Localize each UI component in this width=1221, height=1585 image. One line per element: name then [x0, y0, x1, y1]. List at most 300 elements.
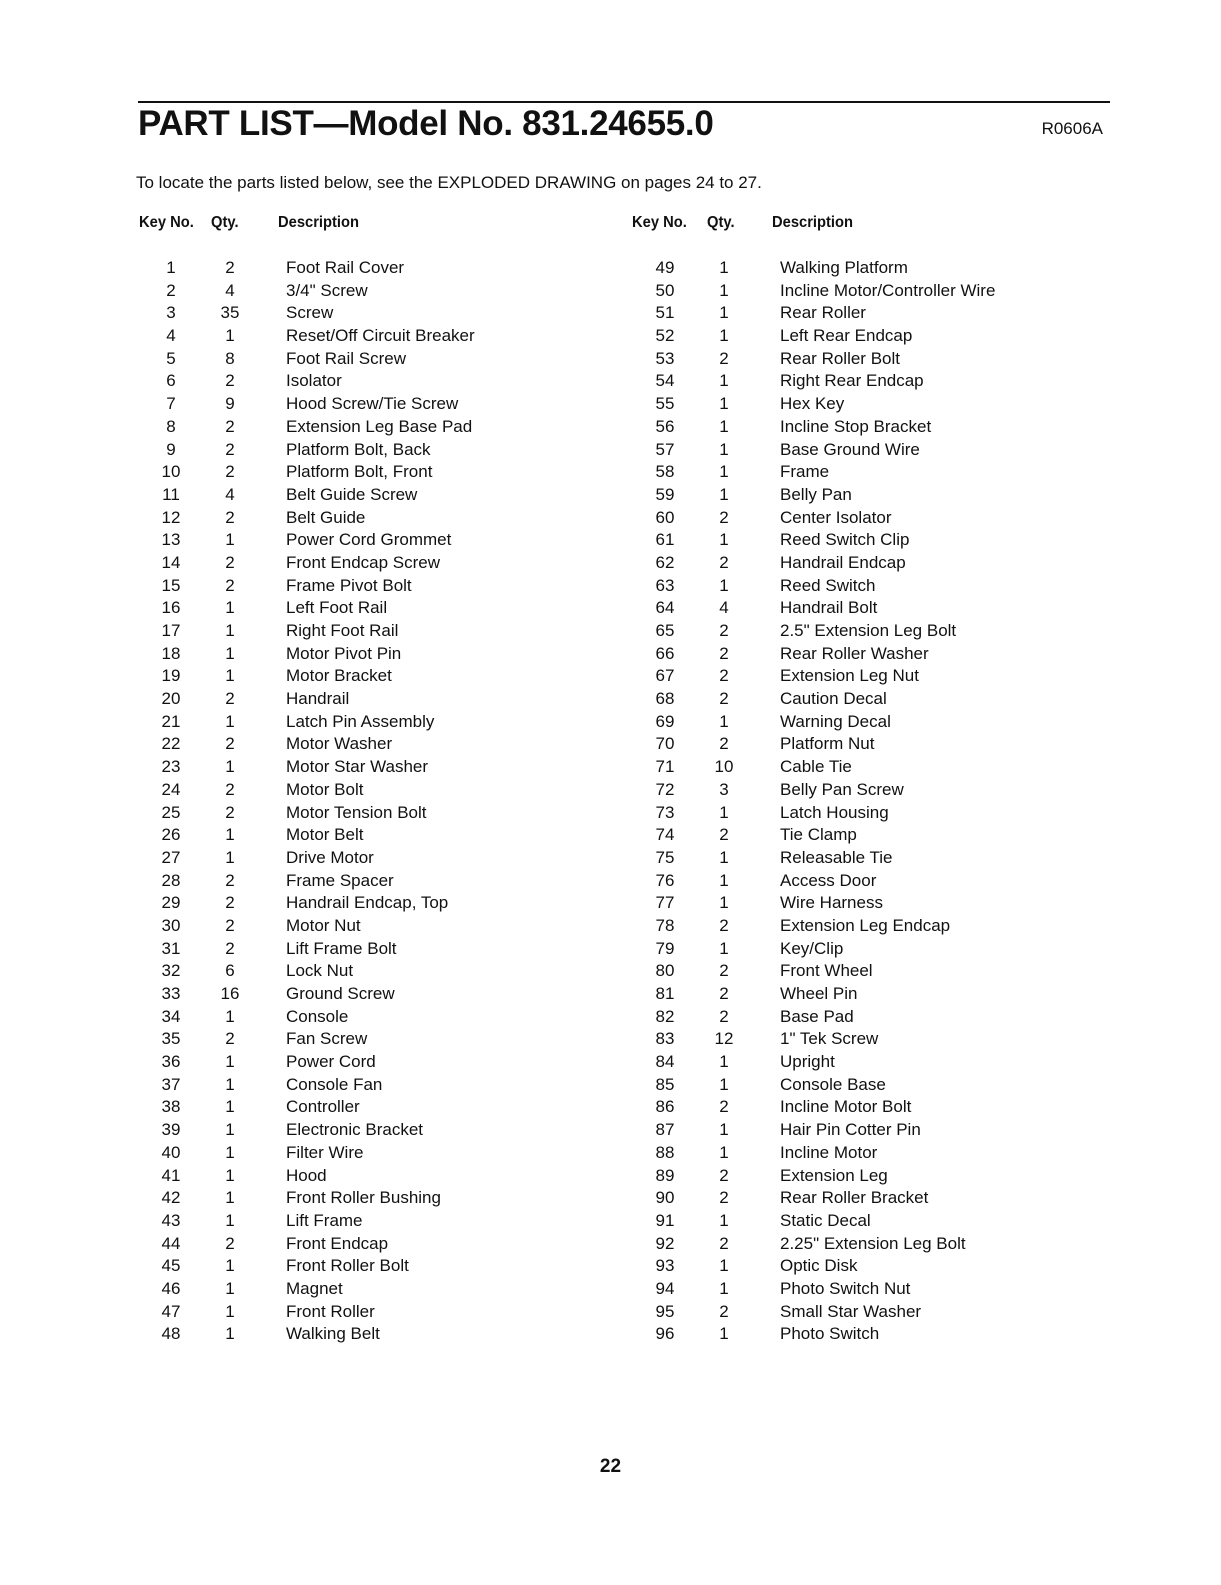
part-description: Console [286, 1006, 349, 1026]
part-description: Platform Bolt, Back [286, 439, 431, 459]
part-qty: 4 [225, 484, 235, 504]
part-row [146, 733, 626, 756]
part-row [146, 461, 626, 484]
part-qty: 1 [719, 1324, 729, 1344]
part-row [640, 1051, 1120, 1074]
part-qty: 1 [719, 938, 729, 958]
part-qty: 1 [225, 847, 235, 867]
part-row [146, 688, 626, 711]
part-qty: 2 [225, 462, 235, 482]
part-description: Wire Harness [780, 893, 883, 913]
part-row [640, 620, 1120, 643]
part-qty: 2 [225, 552, 235, 572]
part-key-no: 45 [161, 1256, 181, 1276]
part-row [146, 1119, 626, 1142]
part-key-no: 11 [162, 484, 180, 504]
part-qty: 2 [225, 1029, 235, 1049]
part-row [146, 1165, 626, 1188]
part-description: Incline Motor/Controller Wire [780, 280, 996, 300]
part-key-no: 13 [161, 530, 181, 550]
part-description: Left Foot Rail [286, 598, 388, 618]
part-key-no: 82 [655, 1006, 675, 1026]
part-key-no: 1 [166, 258, 176, 277]
part-row [146, 393, 626, 416]
part-qty: 2 [225, 734, 235, 754]
part-key-no: 77 [655, 893, 675, 913]
part-description: Foot Rail Screw [286, 348, 406, 368]
part-row [640, 1096, 1120, 1119]
part-key-no: 38 [161, 1097, 181, 1117]
key-no-header-right: Key No. [632, 214, 687, 231]
part-description: 2.25" Extension Leg Bolt [780, 1233, 966, 1253]
part-row [640, 1074, 1120, 1097]
part-description: Left Rear Endcap [780, 326, 913, 346]
part-qty: 2 [719, 1233, 729, 1253]
part-description: Frame Pivot Bolt [286, 575, 412, 595]
part-description: Hood [286, 1165, 327, 1185]
part-qty: 1 [225, 757, 235, 777]
part-row [640, 938, 1120, 961]
part-qty: 1 [225, 1210, 235, 1230]
part-row [146, 529, 626, 552]
part-row [640, 802, 1120, 825]
part-row [146, 575, 626, 598]
part-row [146, 915, 626, 938]
part-description: Access Door [780, 870, 877, 890]
part-description: Handrail Endcap, Top [286, 893, 449, 913]
part-description: Platform Bolt, Front [286, 462, 433, 482]
part-row [640, 1028, 1120, 1051]
part-qty: 2 [719, 621, 729, 640]
page-title: PART LIST—Model No. 831.24655.0 [138, 104, 714, 143]
part-description: Foot Rail Cover [286, 258, 405, 277]
part-description: Extension Leg Nut [780, 666, 919, 686]
part-description: Handrail Endcap [780, 552, 906, 572]
part-description: Latch Pin Assembly [286, 711, 435, 731]
part-key-no: 3 [166, 303, 176, 323]
part-qty: 1 [719, 484, 729, 504]
part-description: Warning Decal [780, 711, 891, 731]
part-qty: 1 [225, 326, 235, 346]
part-description: Extension Leg Endcap [780, 915, 951, 935]
part-key-no: 36 [161, 1052, 181, 1072]
part-qty: 2 [719, 689, 729, 709]
part-qty: 2 [719, 666, 729, 686]
part-qty: 1 [225, 621, 235, 640]
part-description: Rear Roller Bracket [780, 1188, 929, 1208]
key-no-header-left: Key No. [139, 214, 194, 231]
part-row [640, 665, 1120, 688]
part-description: Tie Clamp [780, 825, 857, 845]
part-row [640, 507, 1120, 530]
parts-list-left [146, 257, 626, 1346]
part-key-no: 9 [166, 439, 176, 459]
part-row [640, 439, 1120, 462]
part-description: Handrail Bolt [780, 598, 878, 618]
part-row [146, 1051, 626, 1074]
part-qty: 2 [719, 915, 729, 935]
part-description: 1" Tek Screw [780, 1029, 879, 1049]
part-description: Right Foot Rail [286, 621, 399, 640]
part-description: Front Roller Bushing [286, 1188, 441, 1208]
part-qty: 8 [225, 348, 235, 368]
part-description: Key/Clip [780, 938, 844, 958]
part-key-no: 59 [655, 484, 675, 504]
part-row [640, 348, 1120, 371]
part-qty: 2 [719, 1301, 729, 1321]
part-row [146, 1210, 626, 1233]
part-description: Base Pad [780, 1006, 854, 1026]
part-description: Platform Nut [780, 734, 875, 754]
part-qty: 1 [719, 802, 729, 822]
part-qty: 35 [220, 303, 240, 323]
part-row [640, 892, 1120, 915]
part-key-no: 87 [655, 1120, 675, 1140]
part-row [640, 847, 1120, 870]
part-description: Caution Decal [780, 689, 887, 709]
part-description: Motor Nut [286, 915, 361, 935]
qty-header-right: Qty. [707, 214, 735, 231]
part-row [640, 915, 1120, 938]
part-description: Lift Frame Bolt [286, 938, 397, 958]
part-description: Latch Housing [780, 802, 889, 822]
part-qty: 1 [225, 643, 235, 663]
part-key-no: 58 [655, 462, 675, 482]
part-key-no: 57 [655, 439, 675, 459]
part-qty: 2 [225, 915, 235, 935]
part-qty: 2 [225, 802, 235, 822]
part-description: Drive Motor [286, 847, 374, 867]
part-qty: 1 [225, 1074, 235, 1094]
part-qty: 6 [225, 961, 235, 981]
part-row [146, 280, 626, 303]
part-key-no: 39 [161, 1120, 181, 1140]
part-key-no: 27 [161, 847, 181, 867]
part-row [146, 597, 626, 620]
part-key-no: 54 [655, 371, 675, 391]
part-qty: 1 [225, 711, 235, 731]
part-description: Belly Pan [780, 484, 852, 504]
part-key-no: 16 [161, 598, 181, 618]
part-key-no: 64 [655, 598, 675, 618]
part-row [640, 597, 1120, 620]
part-qty: 1 [719, 303, 729, 323]
part-row [640, 870, 1120, 893]
part-qty: 2 [719, 825, 729, 845]
part-key-no: 88 [655, 1142, 675, 1162]
part-key-no: 25 [161, 802, 181, 822]
part-qty: 3 [719, 779, 729, 799]
part-description: Front Roller Bolt [286, 1256, 409, 1276]
part-key-no: 93 [655, 1256, 675, 1276]
part-qty: 1 [719, 258, 729, 277]
part-qty: 2 [719, 984, 729, 1003]
part-row [146, 1074, 626, 1097]
part-description: Filter Wire [286, 1142, 364, 1162]
part-description: Screw [286, 303, 334, 323]
part-description: Base Ground Wire [780, 439, 920, 459]
part-row [640, 1142, 1120, 1165]
part-row [146, 847, 626, 870]
part-qty: 4 [225, 280, 235, 300]
part-row [146, 370, 626, 393]
part-key-no: 80 [655, 961, 675, 981]
part-key-no: 76 [655, 870, 675, 890]
part-qty: 2 [225, 893, 235, 913]
part-key-no: 53 [655, 348, 675, 368]
part-qty: 1 [719, 1256, 729, 1276]
part-qty: 10 [714, 757, 734, 777]
part-key-no: 73 [655, 802, 675, 822]
part-row [640, 461, 1120, 484]
part-description: Cable Tie [780, 757, 852, 777]
part-qty: 12 [714, 1029, 734, 1049]
part-description: Front Roller [286, 1301, 375, 1321]
part-row [146, 257, 626, 280]
part-row [146, 1233, 626, 1256]
part-description: Optic Disk [780, 1256, 858, 1276]
part-key-no: 50 [655, 280, 675, 300]
part-description: Releasable Tie [780, 847, 893, 867]
part-description: Incline Motor Bolt [780, 1097, 912, 1117]
part-row [146, 1028, 626, 1051]
part-qty: 1 [225, 1324, 235, 1344]
part-description: Power Cord Grommet [286, 530, 452, 550]
part-qty: 1 [719, 439, 729, 459]
part-qty: 2 [225, 575, 235, 595]
part-description: Incline Motor [780, 1142, 878, 1162]
part-row [146, 1006, 626, 1029]
part-key-no: 40 [161, 1142, 181, 1162]
part-row [146, 302, 626, 325]
part-row [640, 257, 1120, 280]
part-qty: 1 [719, 711, 729, 731]
part-qty: 2 [719, 1188, 729, 1208]
part-description: Power Cord [286, 1052, 376, 1072]
part-qty: 1 [225, 1097, 235, 1117]
part-qty: 2 [719, 1097, 729, 1117]
part-key-no: 83 [655, 1029, 675, 1049]
part-description: Motor Tension Bolt [286, 802, 427, 822]
part-description: Walking Platform [780, 258, 908, 277]
part-row [146, 711, 626, 734]
part-row [146, 416, 626, 439]
part-key-no: 89 [655, 1165, 675, 1185]
part-qty: 1 [225, 1052, 235, 1072]
part-key-no: 85 [655, 1074, 675, 1094]
part-description: Frame Spacer [286, 870, 394, 890]
part-key-no: 47 [161, 1301, 181, 1321]
part-qty: 2 [719, 643, 729, 663]
part-row [640, 575, 1120, 598]
part-qty: 1 [719, 1074, 729, 1094]
part-row [640, 983, 1120, 1006]
parts-list-right [640, 257, 1120, 1346]
part-description: Lift Frame [286, 1210, 363, 1230]
part-key-no: 4 [166, 326, 176, 346]
part-key-no: 86 [655, 1097, 675, 1117]
part-qty: 1 [719, 575, 729, 595]
part-qty: 2 [719, 1165, 729, 1185]
part-key-no: 51 [655, 303, 675, 323]
part-key-no: 55 [655, 394, 675, 414]
part-description: Front Endcap [286, 1233, 389, 1253]
part-row [640, 1233, 1120, 1256]
part-row [146, 824, 626, 847]
part-row [640, 1119, 1120, 1142]
part-key-no: 30 [161, 915, 181, 935]
part-row [146, 983, 626, 1006]
part-qty: 1 [719, 1210, 729, 1230]
part-description: Rear Roller Bolt [780, 348, 900, 368]
part-qty: 1 [225, 1188, 235, 1208]
part-row [146, 938, 626, 961]
part-key-no: 95 [655, 1301, 675, 1321]
part-row [146, 665, 626, 688]
part-row [146, 892, 626, 915]
part-description: Reed Switch Clip [780, 530, 910, 550]
part-description: Frame [780, 462, 830, 482]
part-qty: 1 [719, 371, 729, 391]
part-row [146, 1323, 626, 1346]
part-description: Ground Screw [286, 984, 395, 1003]
part-key-no: 7 [166, 394, 176, 414]
part-qty: 1 [719, 462, 729, 482]
part-key-no: 23 [161, 757, 181, 777]
part-key-no: 61 [655, 530, 675, 550]
part-row [640, 393, 1120, 416]
part-row [640, 779, 1120, 802]
part-row [146, 643, 626, 666]
part-description: Walking Belt [286, 1324, 380, 1344]
part-row [640, 733, 1120, 756]
part-description: Hair Pin Cotter Pin [780, 1120, 921, 1140]
part-row [640, 1301, 1120, 1324]
part-key-no: 52 [655, 326, 675, 346]
part-row [640, 1278, 1120, 1301]
part-key-no: 92 [655, 1233, 675, 1253]
part-key-no: 6 [166, 371, 176, 391]
part-description: Photo Switch [780, 1324, 880, 1344]
part-key-no: 37 [161, 1074, 181, 1094]
part-description: Hood Screw/Tie Screw [286, 394, 459, 414]
part-key-no: 46 [161, 1278, 181, 1298]
part-qty: 2 [225, 507, 235, 527]
part-key-no: 66 [655, 643, 675, 663]
part-row [146, 756, 626, 779]
part-key-no: 49 [655, 258, 675, 277]
part-row [146, 439, 626, 462]
part-row [146, 1096, 626, 1119]
part-description: Right Rear Endcap [780, 371, 924, 391]
part-qty: 2 [225, 870, 235, 890]
qty-header-left: Qty. [211, 214, 239, 231]
part-key-no: 5 [166, 348, 176, 368]
part-description: Incline Stop Bracket [780, 416, 932, 436]
part-qty: 1 [719, 1142, 729, 1162]
part-qty: 2 [225, 938, 235, 958]
part-qty: 1 [719, 1120, 729, 1140]
part-qty: 1 [719, 847, 729, 867]
part-description: Console Fan [286, 1074, 383, 1094]
part-qty: 16 [220, 984, 240, 1003]
part-key-no: 71 [655, 757, 675, 777]
part-description: Static Decal [780, 1210, 871, 1230]
part-key-no: 29 [161, 893, 181, 913]
part-description: 2.5" Extension Leg Bolt [780, 621, 957, 640]
part-qty: 1 [225, 1006, 235, 1026]
part-key-no: 70 [655, 734, 675, 754]
part-description: Belly Pan Screw [780, 779, 904, 799]
part-key-no: 62 [655, 552, 675, 572]
part-row [640, 756, 1120, 779]
part-qty: 1 [719, 530, 729, 550]
part-key-no: 2 [166, 280, 176, 300]
part-key-no: 21 [161, 711, 181, 731]
part-qty: 1 [719, 326, 729, 346]
part-key-no: 44 [161, 1233, 181, 1253]
part-description: Front Endcap Screw [286, 552, 441, 572]
part-key-no: 79 [655, 938, 675, 958]
part-qty: 2 [225, 689, 235, 709]
part-description: Belt Guide [286, 507, 366, 527]
part-qty: 1 [719, 870, 729, 890]
part-row [146, 960, 626, 983]
part-description: Motor Bolt [286, 779, 364, 799]
part-row [640, 688, 1120, 711]
part-row [146, 348, 626, 371]
part-qty: 1 [225, 666, 235, 686]
document-code: R0606A [1041, 119, 1103, 138]
part-description: Motor Star Washer [286, 757, 429, 777]
part-qty: 1 [719, 416, 729, 436]
part-row [640, 711, 1120, 734]
part-key-no: 8 [166, 416, 176, 436]
part-key-no: 81 [655, 984, 675, 1003]
part-row [640, 1210, 1120, 1233]
part-qty: 2 [719, 348, 729, 368]
part-key-no: 60 [655, 507, 675, 527]
part-qty: 9 [225, 394, 235, 414]
part-row [640, 643, 1120, 666]
part-row [640, 1187, 1120, 1210]
part-key-no: 19 [161, 666, 181, 686]
part-key-no: 84 [655, 1052, 675, 1072]
part-row [640, 370, 1120, 393]
part-qty: 2 [225, 371, 235, 391]
part-description: Photo Switch Nut [780, 1278, 911, 1298]
part-row [640, 960, 1120, 983]
part-key-no: 24 [161, 779, 181, 799]
part-row [146, 779, 626, 802]
part-row [640, 1006, 1120, 1029]
part-qty: 1 [225, 1165, 235, 1185]
part-row [146, 325, 626, 348]
part-description: Rear Roller Washer [780, 643, 929, 663]
part-row [640, 1255, 1120, 1278]
part-key-no: 15 [161, 575, 181, 595]
part-qty: 1 [225, 825, 235, 845]
part-key-no: 12 [161, 507, 181, 527]
part-row [146, 1278, 626, 1301]
page-number: 22 [599, 1456, 622, 1477]
part-key-no: 33 [161, 984, 181, 1003]
part-key-no: 74 [655, 825, 675, 845]
part-key-no: 41 [161, 1165, 181, 1185]
part-key-no: 65 [655, 621, 675, 640]
part-key-no: 17 [161, 621, 181, 640]
part-description: Electronic Bracket [286, 1120, 423, 1140]
